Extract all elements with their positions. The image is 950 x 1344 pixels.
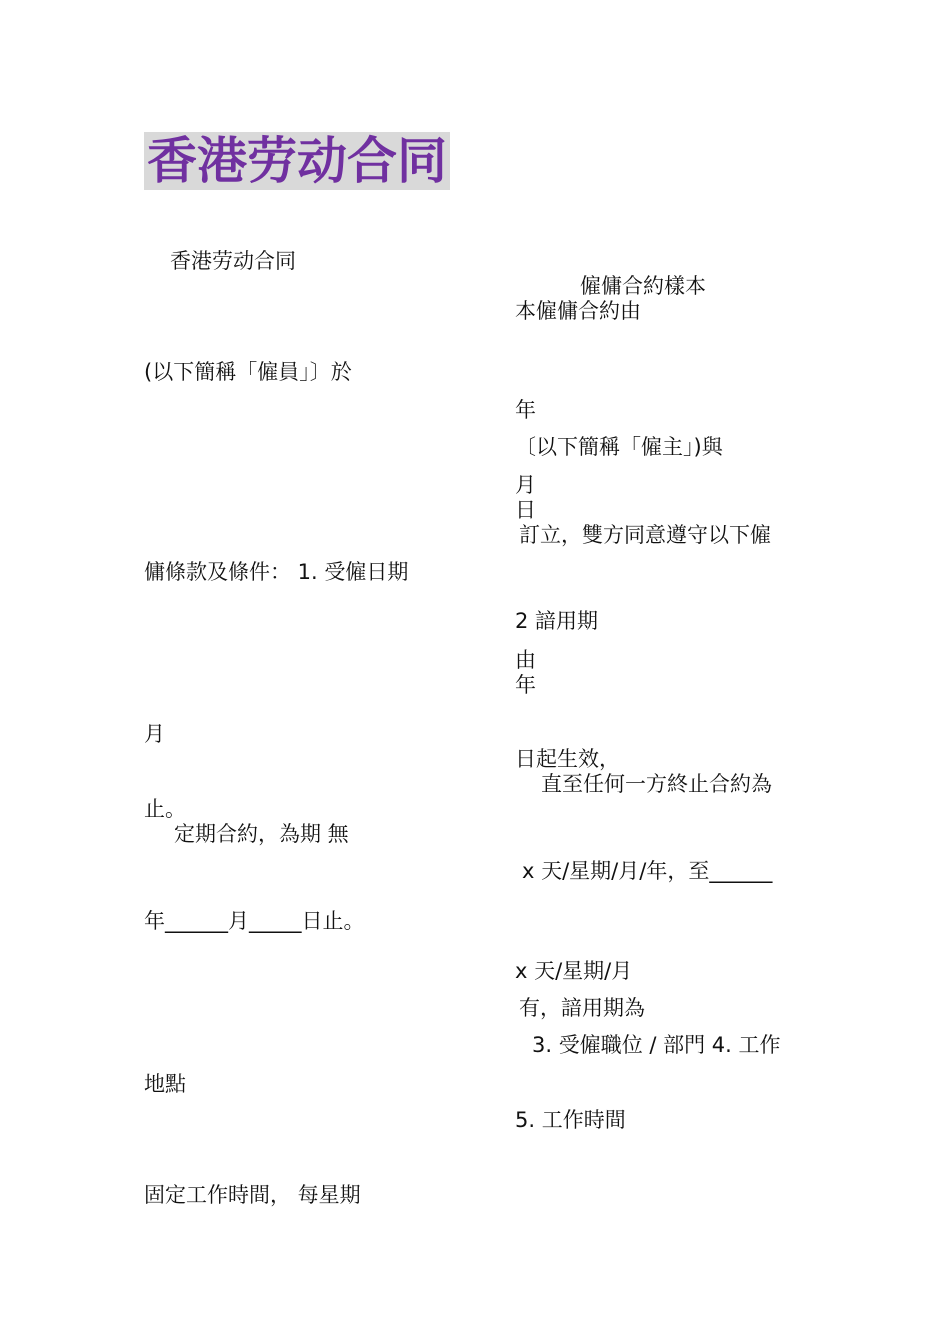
document-title: 香港劳动合同 <box>144 132 450 190</box>
text-line: 固定工作時間， 每星期 <box>144 1183 361 1207</box>
text-line: 5. 工作時間 <box>515 1108 626 1132</box>
text-line: 年 <box>515 398 536 422</box>
text-line: 月 <box>515 473 536 497</box>
text-line: 3. 受僱職位 / 部門 4. 工作 <box>532 1033 781 1057</box>
text-line: 有，諳用期為 <box>519 996 645 1020</box>
text-line: 訂立，雙方同意遵守以下僱 <box>519 523 771 547</box>
text-line: 直至任何一方終止合約為 <box>541 772 772 796</box>
text-line: 止。 <box>144 797 186 821</box>
text-line: 香港劳动合同 <box>170 249 296 273</box>
text-line: 日起生效， <box>515 747 620 771</box>
text-line: 年 <box>515 673 536 697</box>
text-line: (以下簡稱「僱員」〕於 <box>144 360 352 384</box>
text-line: 傭條款及條件： 1. 受僱日期 <box>144 560 409 584</box>
text-line: x 天/星期/月 <box>515 959 633 983</box>
text-line: 日 <box>515 498 536 522</box>
text-line: 地點 <box>144 1072 186 1096</box>
text-line: 2 諳用期 <box>515 609 599 633</box>
text-line: 僱傭合約樣本 <box>580 274 706 298</box>
text-line: 定期合約，為期 無 <box>174 822 349 846</box>
text-line: 〔以下簡稱「僱主」)與 <box>515 435 723 459</box>
text-line: 年______月_____日止。 <box>144 909 365 933</box>
text-line: 月 <box>144 722 165 746</box>
text-line: 由 <box>515 648 536 672</box>
text-line: x 天/星期/月/年，至______ <box>522 859 773 883</box>
text-line: 本僱傭合約由 <box>515 299 641 323</box>
